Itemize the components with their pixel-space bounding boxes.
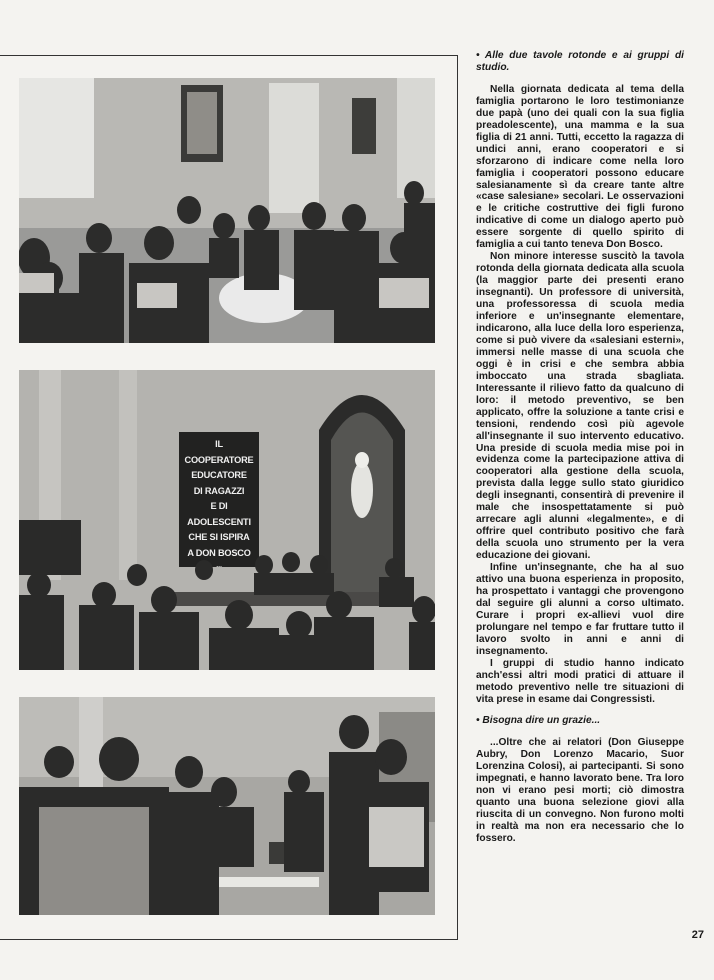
section-heading-round-tables: • Alle due tavole rotonde e ai gruppi di studio. [476,50,684,73]
banner-text [181,437,257,571]
article-column [476,50,684,845]
banner-line: A DON BOSCO [187,547,251,558]
banner-line: CHE SI ISPIRA [188,532,250,542]
paragraph-school-day: Non minore interesse suscitò la tavola rotonda della giornata dedicata alla scuola (la maggior parte dei presenti erano insegnanti). Un professore di università, una professoressa di scuola media inferiore e un'insegnante elementare, indicarono, alla luce della loro esperienza, come si può vivere da «salesiani esterni», immersi nelle masse di una scuola che oggi è in crisi e che sembra abbia imboccato una strada sbagliata. Interessante il rilievo fatto da qualcuno di loro: il metodo preventivo, se ben applicato, offre la soluzione a tante crisi e tensioni, rendendo così più agevole all'insegnante il suo intervento educativo. Una preside di scuola media mise poi in evidenza come la partecipazione attiva di cooperatori alla gestione della scuola, prevista dalla legge sullo stato giuridico degli insegnanti, consentirà di prevenire il male che insospettatamente si può arrecare agli alunni «legalmente», e di offrire quel contributo positivo che farà della scuola uno strumento per la vera educazione dei giovani. [476,251,684,562]
paragraph-study-groups: I gruppi di studio hanno indicato anch'essi altri modi pratici di attuare il metodo preventivo nelle tre situazioni di vita prese in esame dai Congressisti. [476,657,684,705]
banner-line: EDUCATORE [191,470,247,480]
banner-line: IL COOPERATORE [184,439,254,465]
section-heading-thanks: • Bisogna dire un grazie... [476,715,601,727]
banner-small: … [216,563,222,569]
banner-line: DI RAGAZZI [193,485,245,496]
paragraph-family-day: Nella giornata dedicata al tema della famiglia portarono le loro testimonianze due papà (uno dei quali con la sua figlia preadolescente), una mamma e la sua figlia di 21 anni. Tutti, eccetto la ragazza di undici anni, erano cooperatori e si sforzarono di indicare come nella loro famiglia i cooperatori possono educare salesianamente sì da creare tante altre «case salesiane» secolari. Le osservazioni e le critiche costruttive dei figli furono indicative di come un dialogo aperto può essere sorgente di quello spirito di famiglia a cui tanto teneva Don Bosco. [476,83,684,251]
page-number: 27 [691,929,704,941]
paragraph-ex-pupils: Infine un'insegnante, che ha al suo attivo una buona esperienza in proposito, ha prospettato i vantaggi che provengono dal seguire gli alunni a corso ultimato. Curare i propri ex-allievi vuol dire prolungare nel tempo e far fruttare tutto il lavoro svolto in anni e anni di insegnamento. [476,562,684,657]
photo-conversation-group [19,697,435,915]
photo-round-table-family [19,78,435,343]
banner-line: E DI ADOLESCENTI [187,501,251,527]
paragraph-thanks: ...Oltre che ai relatori (Don Giuseppe Aubry, Don Lorenzo Macario, Suor Lorenzina Colosi), ai partecipanti. Si sono impegnati, e hanno lavorato bene. Tra loro non vi erano pesi morti; ciò dimostra quanto una buona selezione giovi alla riuscita di un convegno. Non furono molti in realtà ma non era necessario che lo fossero. [476,737,684,845]
